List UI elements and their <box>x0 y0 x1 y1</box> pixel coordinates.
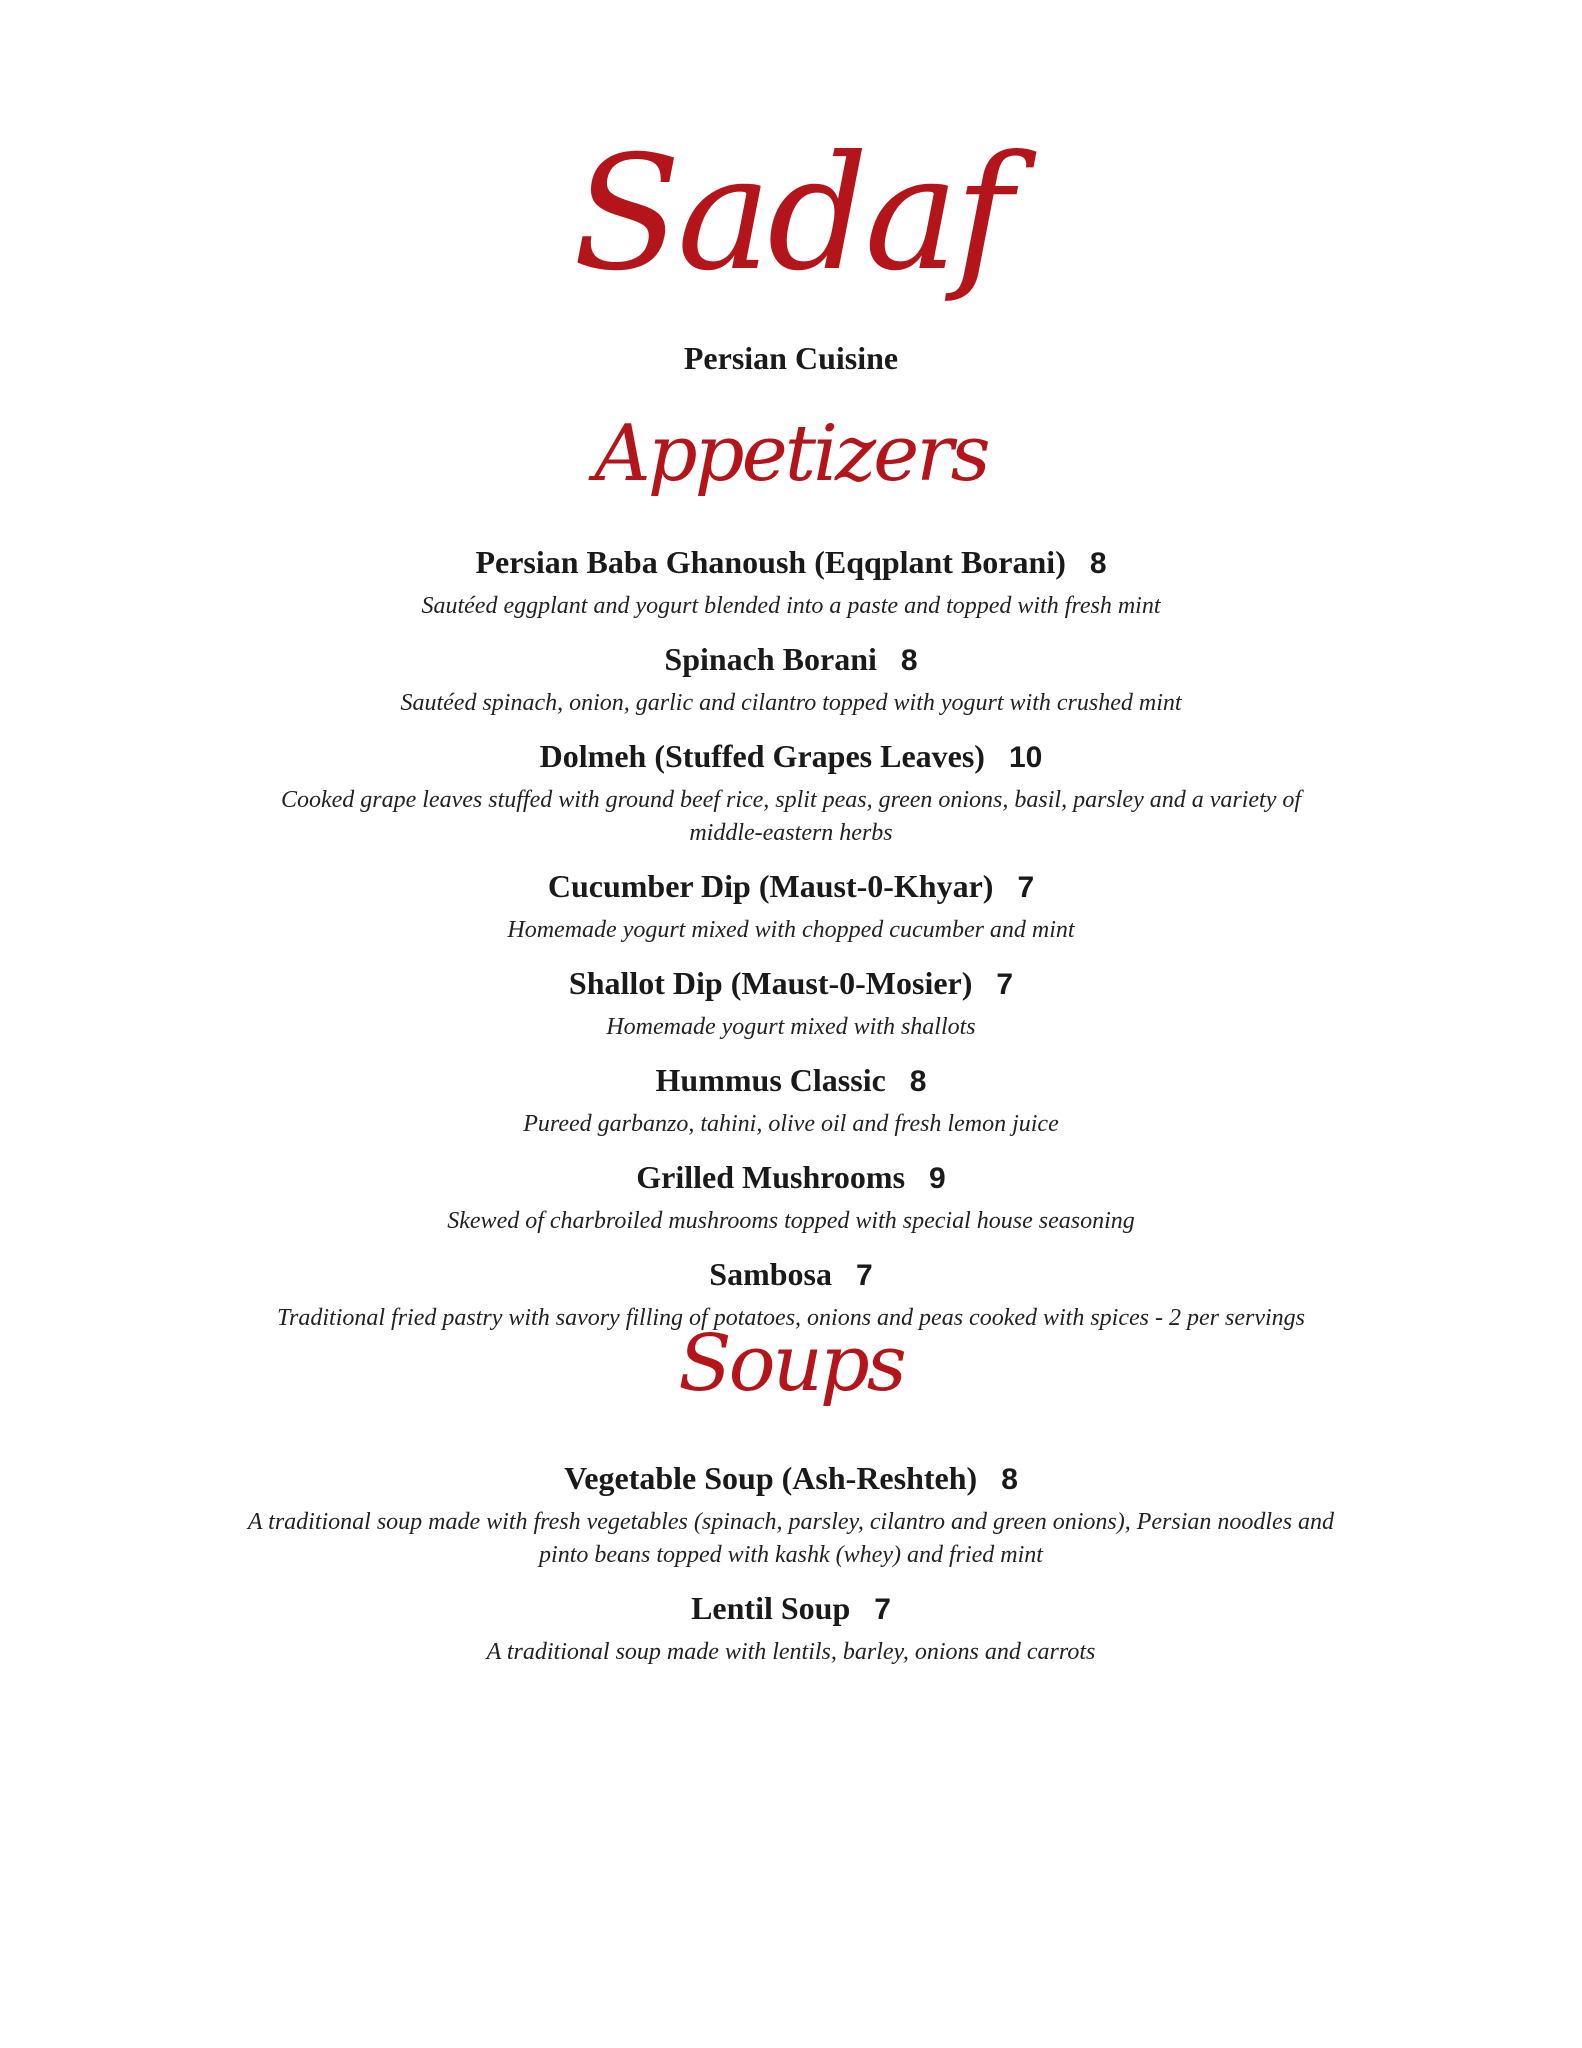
menu-item-price: 7 <box>874 1593 891 1626</box>
menu-item <box>240 1587 1342 1669</box>
menu-item-description: Homemade yogurt mixed with chopped cucumber and mint <box>507 917 1075 943</box>
menu-item-description: Sautéed spinach, onion, garlic and cilantro topped with yogurt with crushed mint <box>400 690 1182 716</box>
menu-item-price: 7 <box>996 968 1014 1001</box>
appetizers-list <box>240 541 1342 1350</box>
menu-item-name: Shallot Dip (Maust-0-Mosier) <box>568 965 973 1001</box>
menu-item-description: Sautéed eggplant and yogurt blended into a paste and topped with fresh mint <box>421 593 1161 619</box>
menu-item-description: Skewed of charbroiled mushrooms topped with special house seasoning <box>447 1208 1135 1234</box>
menu-item <box>240 962 1342 1044</box>
menu-item-price: 8 <box>909 1065 927 1098</box>
menu-item-price: 9 <box>929 1162 946 1195</box>
menu-item <box>240 735 1342 850</box>
menu-item-description: Cooked grape leaves stuffed with ground beef rice, split peas, green onions, basil, parsley and a variety of middle-eastern herbs <box>280 787 1302 846</box>
menu-item-description: A traditional soup made with lentils, barley, onions and carrots <box>486 1639 1096 1665</box>
menu-item-name: Lentil Soup <box>691 1590 851 1626</box>
menu-item-name: Vegetable Soup (Ash-Reshteh) <box>564 1460 978 1496</box>
menu-item-description: Traditional fried pastry with savory filling of potatoes, onions and peas cooked with spices - 2 per servings <box>277 1305 1305 1331</box>
menu-item <box>240 1156 1342 1238</box>
menu-item-price: 8 <box>1001 1463 1018 1496</box>
menu-item-price: 7 <box>856 1259 873 1292</box>
section-title-soups: Soups <box>678 1319 904 1409</box>
menu-item-description: A traditional soup made with fresh vegetables (spinach, parsley, cilantro and green onions), Persian noodles and pinto beans topped with kashk (whey) and fried mint <box>247 1509 1335 1568</box>
menu-item <box>240 1457 1342 1572</box>
menu-item-name: Hummus Classic <box>655 1062 886 1098</box>
menu-item-name: Dolmeh (Stuffed Grapes Leaves) <box>539 738 985 774</box>
menu-item-description: Homemade yogurt mixed with shallots <box>606 1014 976 1040</box>
menu-item-price: 7 <box>1017 871 1035 904</box>
menu-item-name: Sambosa <box>709 1256 832 1292</box>
menu-item <box>240 865 1342 947</box>
menu-item <box>240 541 1342 623</box>
menu-item-name: Cucumber Dip (Maust-0-Khyar) <box>547 868 994 904</box>
menu-item-price: 8 <box>1089 547 1107 580</box>
restaurant-logo: Sadaf <box>572 122 1010 306</box>
section-title-appetizers: Appetizers <box>594 409 988 499</box>
menu-item <box>240 638 1342 720</box>
menu-item-name: Spinach Borani <box>664 641 877 677</box>
restaurant-tagline: Persian Cuisine <box>683 340 899 376</box>
menu-item-description: Pureed garbanzo, tahini, olive oil and fresh lemon juice <box>523 1111 1059 1137</box>
menu-item-price: 10 <box>1008 741 1043 774</box>
menu-item-name: Grilled Mushrooms <box>636 1159 906 1195</box>
menu-item-name: Persian Baba Ghanoush (Eqqplant Borani) <box>475 544 1066 580</box>
menu-item-price: 8 <box>900 644 918 677</box>
menu-item <box>240 1059 1342 1141</box>
soups-list <box>240 1457 1342 1684</box>
